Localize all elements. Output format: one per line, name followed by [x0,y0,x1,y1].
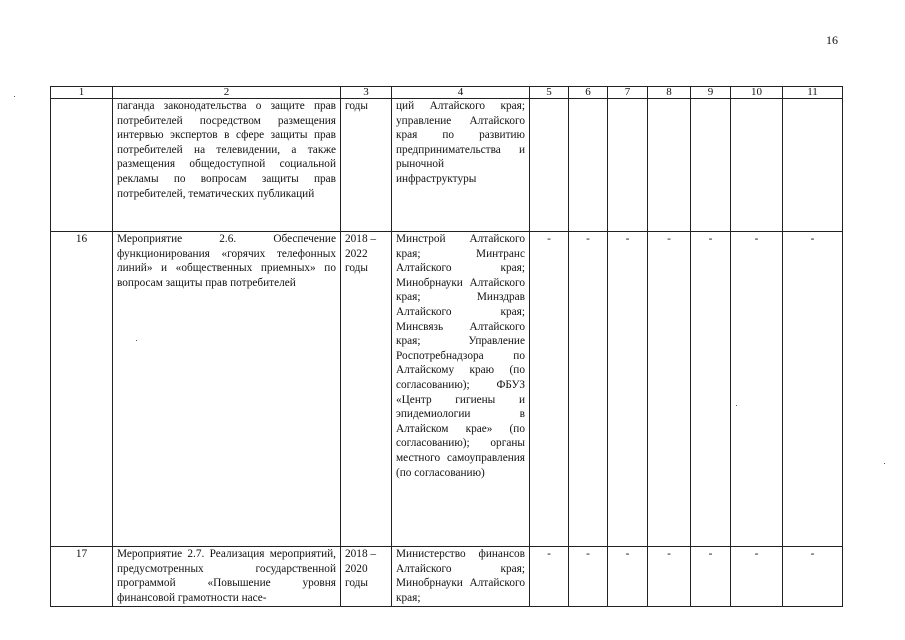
value-cell: - [691,547,731,607]
value-cell: - [530,547,569,607]
column-number: 8 [648,87,691,99]
activity-cell: Мероприятие 2.7. Реализация мероприятий, предусмотренных государственной программой «Повышение уровня финансовой грамотности насе- [113,547,341,607]
activity-cell: паганда законодательства о защите прав потребителей посредством размещения интервью экспертов в сфере защиты прав потребителей на телевидении, а также размещения общедоступной социальной рекламы по вопросам защиты прав потребителей, тематических публикаций [113,99,341,232]
value-cell [608,99,648,232]
value-cell [731,99,783,232]
row-number: 17 [51,547,113,607]
value-cell: - [731,547,783,607]
value-cell: - [731,232,783,547]
value-cell: - [648,547,691,607]
executors-cell: Минстрой Алтайского края; Минтранс Алтайского края; Минобрнауки Алтайского края; Минздрав Алтайского края; Минсвязь Алтайского края; Управление Роспотребнадзора по Алтайскому краю (по согласованию); ФБУЗ «Центр гигиены и эпидемиологии в Алтайском крае» (по согласованию); органы местного самоуправления (по согласованию) [392,232,530,547]
column-number-row [51,87,843,99]
column-number: 6 [569,87,608,99]
page-number: 16 [826,33,838,47]
column-number: 9 [691,87,731,99]
column-number: 4 [392,87,530,99]
table-row [51,99,843,232]
scan-speck [14,96,15,97]
column-number: 11 [783,87,843,99]
table-header [51,87,843,99]
row-number: 16 [51,232,113,547]
table-row [51,547,843,607]
activity-cell: Мероприятие 2.6. Обеспечение функционирования «горячих телефонных линий» и «общественных приемных» по вопросам защиты прав потребителей [113,232,341,547]
value-cell: - [783,232,843,547]
value-cell: - [783,547,843,607]
period-cell: 2018 – 2020 годы [341,547,392,607]
value-cell [569,99,608,232]
value-cell [691,99,731,232]
value-cell [783,99,843,232]
program-activities-table [50,86,843,607]
column-number: 7 [608,87,648,99]
value-cell: - [530,232,569,547]
column-number: 5 [530,87,569,99]
scan-speck [136,340,137,341]
column-number: 1 [51,87,113,99]
value-cell [648,99,691,232]
period-cell: годы [341,99,392,232]
value-cell [530,99,569,232]
column-number: 10 [731,87,783,99]
executors-cell: Министерство финансов Алтайского края; Минобрнауки Алтайского края; [392,547,530,607]
scan-speck [736,405,737,406]
value-cell: - [648,232,691,547]
table-row [51,232,843,547]
value-cell: - [569,232,608,547]
value-cell: - [569,547,608,607]
value-cell: - [691,232,731,547]
executors-cell: ций Алтайского края; управление Алтайского края по развитию предпринимательства и рыночной инфраструктуры [392,99,530,232]
value-cell: - [608,232,648,547]
row-number [51,99,113,232]
scan-speck [884,463,885,464]
value-cell: - [608,547,648,607]
column-number: 3 [341,87,392,99]
period-cell: 2018 – 2022 годы [341,232,392,547]
column-number: 2 [113,87,341,99]
